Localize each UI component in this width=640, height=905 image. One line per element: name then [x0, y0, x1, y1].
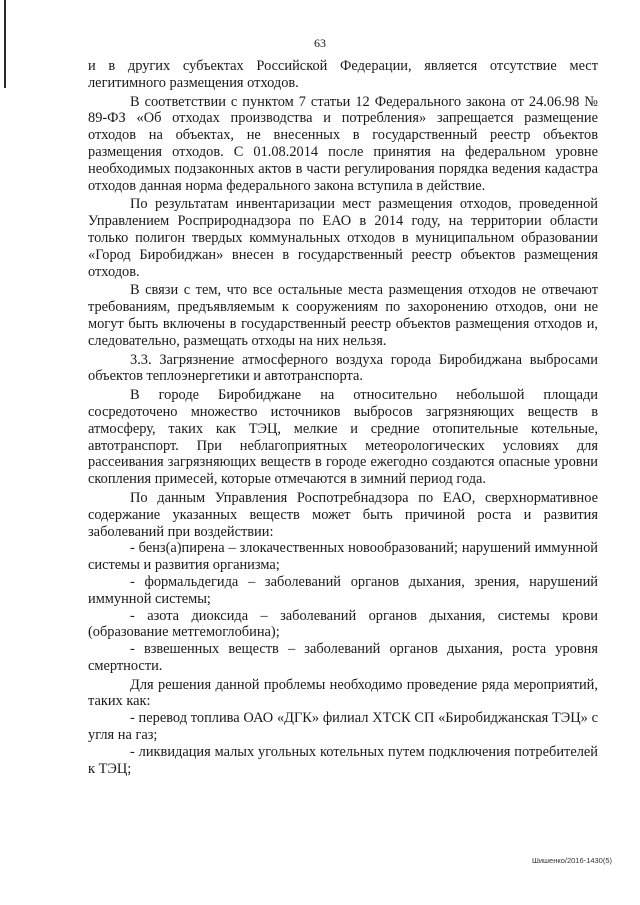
list-item-formaldehyde: - формальдегида – заболеваний органов дыхания, зрения, нарушений иммунной системы; [88, 573, 598, 607]
paragraph-federal-law: В соответствии с пунктом 7 статьи 12 Федерального закона от 24.06.98 № 89-ФЗ «Об отходах производства и потребления» запрещается размещение отходов на объектах, не внесенных в государственный реестр объектов размещения отходов. С 01.08.2014 после принятия на федеральном уровне необходимых подзаконных актов в части регулирования порядка ведения кадастра отходов данная норма федерального закона вступила в действие. [88, 93, 598, 194]
paragraph-inventory-results: По результатам инвентаризации мест размещения отходов, проведенной Управлением Росприроднадзора по ЕАО в 2014 году, на территории области только полигон твердых коммунальных отходов в муниципальном образовании «Город Биробиджан» внесен в государственный реестр объектов размещения отходов. [88, 196, 598, 280]
paragraph-continuation: и в других субъектах Российской Федерации, является отсутствие мест легитимного размещения отходов. [88, 58, 598, 91]
list-item-fuel-conversion: - перевод топлива ОАО «ДГК» филиал ХТСК СП «Биробиджанская ТЭЦ» с угля на газ; [88, 710, 598, 744]
paragraph-other-sites: В связи с тем, что все остальные места размещения отходов не отвечают требованиям, предъявляемым к сооружениям по захоронению отходов, они не могут быть включены в государственный реестр объектов размещения отходов и, следовательно, размещать отходы на них нельзя. [88, 282, 598, 349]
page-number: 63 [314, 36, 326, 50]
document-body [88, 58, 598, 777]
list-item-nitrogen-dioxide: - азота диоксида – заболеваний органов дыхания, системы крови (образование метгемоглобина); [88, 607, 598, 641]
footer-stamp: Шишенко/2016-1430(5) [531, 856, 612, 865]
paragraph-rospotrebnadzor: По данным Управления Роспотребнадзора по ЕАО, сверхнормативное содержание указанных веществ может быть причиной роста и развития заболеваний при воздействии: [88, 489, 598, 540]
list-item-benzapyrene: - бенз(а)пирена – злокачественных новообразований; нарушений иммунной системы и развития организма; [88, 540, 598, 574]
list-item-suspended-matter: - взвешенных веществ – заболеваний органов дыхания, роста уровня смертности. [88, 641, 598, 674]
section-heading-3-3: 3.3. Загрязнение атмосферного воздуха города Биробиджана выбросами объектов теплоэнергетики и автотранспорта. [88, 351, 598, 385]
paragraph-measures-intro: Для решения данной проблемы необходимо проведение ряда мероприятий, таких как: [88, 676, 598, 710]
list-item-boiler-liquidation: - ликвидация малых угольных котельных путем подключения потребителей к ТЭЦ; [88, 743, 598, 777]
paragraph-emission-sources: В городе Биробиджане на относительно небольшой площади сосредоточено множество источников выбросов загрязняющих веществ в атмосферу, таких как ТЭЦ, мелкие и средние отопительные котельные, автотранспорт. При неблагоприятных метеорологических условиях для рассеивания загрязняющих веществ в городе ежегодно создаются опасные уровни скопления примесей, которые отмечаются в зимний период года. [88, 387, 598, 488]
